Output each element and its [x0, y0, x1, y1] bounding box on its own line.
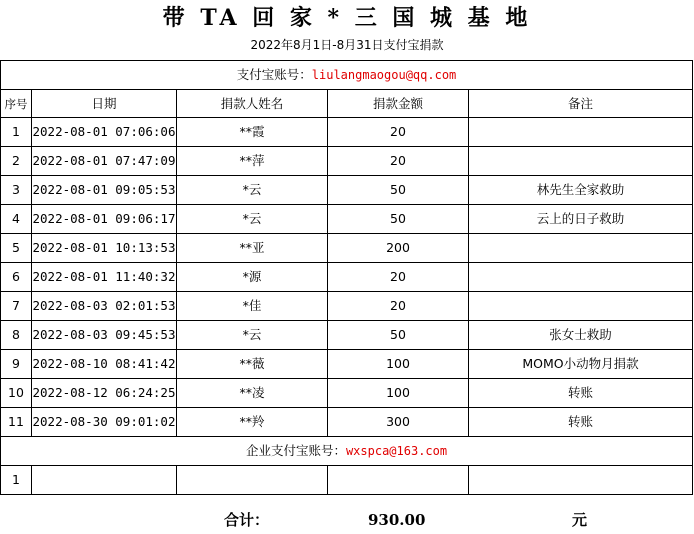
row-date: 2022-08-01 10:13:53 — [32, 234, 177, 263]
row-donor-name: **薇 — [177, 350, 328, 379]
row-donor-name: **凌 — [177, 379, 328, 408]
column-header-no: 序号 — [1, 90, 32, 118]
row-number: 7 — [1, 292, 32, 321]
row-number: 1 — [1, 466, 32, 495]
row-note: MOMO小动物月捐款 — [469, 350, 693, 379]
row-number: 8 — [1, 321, 32, 350]
row-number: 1 — [1, 118, 32, 147]
table-row — [1, 234, 693, 263]
row-number: 11 — [1, 408, 32, 437]
column-header-note: 备注 — [469, 90, 693, 118]
table-row — [1, 466, 693, 495]
row-date: 2022-08-01 07:06:06 — [32, 118, 177, 147]
row-number: 9 — [1, 350, 32, 379]
row-note: 张女士救助 — [469, 321, 693, 350]
row-note: 转账 — [469, 408, 693, 437]
row-donor-name: **羚 — [177, 408, 328, 437]
total-value: 930.00 — [368, 511, 426, 529]
row-donor-name: *云 — [177, 205, 328, 234]
row-amount: 200 — [328, 234, 469, 263]
table-row — [1, 147, 693, 176]
row-amount — [328, 466, 469, 495]
row-note: 林先生全家救助 — [469, 176, 693, 205]
row-donor-name: **霞 — [177, 118, 328, 147]
row-donor-name: **亚 — [177, 234, 328, 263]
row-number: 6 — [1, 263, 32, 292]
business-account-label: 企业支付宝账号： — [245, 443, 346, 458]
header-row — [1, 90, 693, 118]
row-amount: 20 — [328, 118, 469, 147]
table-row — [1, 263, 693, 292]
table-row — [1, 350, 693, 379]
row-note — [469, 466, 693, 495]
row-amount: 50 — [328, 321, 469, 350]
account-cell — [1, 61, 693, 90]
row-amount: 300 — [328, 408, 469, 437]
row-amount: 50 — [328, 205, 469, 234]
row-amount: 100 — [328, 379, 469, 408]
row-donor-name: *源 — [177, 263, 328, 292]
row-donor-name: *佳 — [177, 292, 328, 321]
row-date: 2022-08-01 11:40:32 — [32, 263, 177, 292]
table-row — [1, 408, 693, 437]
row-amount: 20 — [328, 263, 469, 292]
row-date: 2022-08-30 09:01:02 — [32, 408, 177, 437]
row-donor-name: *云 — [177, 321, 328, 350]
table-row — [1, 205, 693, 234]
total-unit: 元 — [572, 511, 588, 529]
table-row — [1, 292, 693, 321]
donation-table — [0, 60, 693, 495]
account-row — [1, 61, 693, 90]
row-note — [469, 234, 693, 263]
account-email: liulangmaogou@qq.com — [311, 68, 457, 82]
row-donor-name: **萍 — [177, 147, 328, 176]
row-date: 2022-08-03 09:45:53 — [32, 321, 177, 350]
row-date: 2022-08-01 07:47:09 — [32, 147, 177, 176]
table-row — [1, 176, 693, 205]
row-amount: 20 — [328, 147, 469, 176]
row-number: 5 — [1, 234, 32, 263]
business-account-email: wxspca@163.com — [345, 444, 448, 458]
row-date: 2022-08-03 02:01:53 — [32, 292, 177, 321]
column-header-date: 日期 — [32, 90, 177, 118]
table-row — [1, 118, 693, 147]
row-number: 4 — [1, 205, 32, 234]
row-number: 3 — [1, 176, 32, 205]
table-row — [1, 321, 693, 350]
row-date: 2022-08-12 06:24:25 — [32, 379, 177, 408]
row-donor-name: *云 — [177, 176, 328, 205]
account-label: 支付宝账号： — [236, 67, 312, 82]
page-title: 带 TA 回 家 * 三 国 城 基 地 — [162, 5, 532, 31]
business-account-cell — [1, 437, 693, 466]
row-amount: 100 — [328, 350, 469, 379]
row-note — [469, 118, 693, 147]
total-label: 合计： — [224, 511, 270, 529]
row-note: 云上的日子救助 — [469, 205, 693, 234]
page-subtitle: 2022年8月1日-8月31日支付宝捐款 — [250, 38, 444, 52]
row-number: 2 — [1, 147, 32, 176]
row-date: 2022-08-10 08:41:42 — [32, 350, 177, 379]
row-amount: 20 — [328, 292, 469, 321]
row-note: 转账 — [469, 379, 693, 408]
row-date: 2022-08-01 09:05:53 — [32, 176, 177, 205]
column-header-name: 捐款人姓名 — [177, 90, 328, 118]
row-date: 2022-08-01 09:06:17 — [32, 205, 177, 234]
row-date — [32, 466, 177, 495]
business-account-row — [1, 437, 693, 466]
row-amount: 50 — [328, 176, 469, 205]
row-note — [469, 147, 693, 176]
row-note — [469, 263, 693, 292]
column-header-amount: 捐款金额 — [328, 90, 469, 118]
row-donor-name — [177, 466, 328, 495]
table-row — [1, 379, 693, 408]
row-number: 10 — [1, 379, 32, 408]
row-note — [469, 292, 693, 321]
